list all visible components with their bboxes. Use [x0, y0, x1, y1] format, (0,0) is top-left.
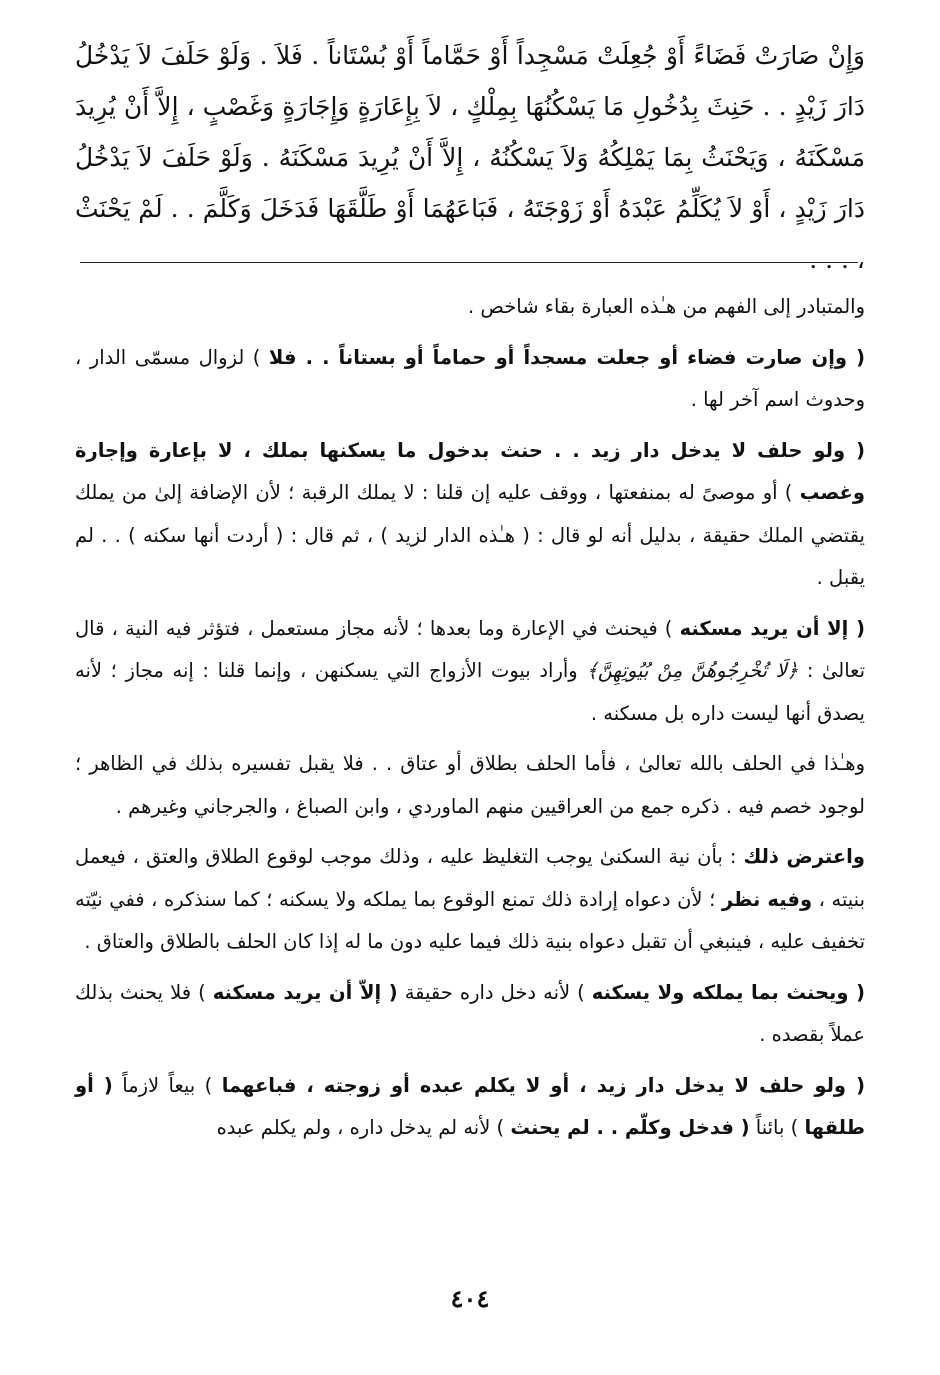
- commentary-text: ) لزوال مسمّى الدار ، وحدوث اسم آخر لها .: [75, 345, 865, 411]
- commentary-text-block: [75, 286, 865, 1158]
- commentary-text: ) فلا يحنث بذلك عملاً بقصده .: [75, 980, 865, 1046]
- section-divider: [80, 262, 858, 263]
- commentary-paragraph: [75, 1065, 865, 1150]
- quoted-matn-text: ( فدخل وكلّم . . لم يحنث: [510, 1116, 750, 1139]
- quoted-matn-text: ( إلا أن يريد مسكنه: [679, 616, 865, 640]
- commentary-paragraph: [75, 972, 865, 1057]
- commentary-text: ) أو موصىً له بمنفعتها ، ووقف عليه إن قلنا : لا يملك الرقبة ؛ لأن الإضافة إلىٰ من يملك يقتضي الملك حقيقة ، بدليل أنه لو قال : ( هـٰذه الدار لزيد ) ، ثم قال : ( أردت أنها سكنه ) . . لم يقبل .: [75, 481, 865, 589]
- quoted-matn-text: ( وإن صارت فضاء أو جعلت مسجداً أو حماماً أو بستاناً . . فلا: [268, 345, 865, 369]
- commentary-paragraph: [75, 608, 865, 736]
- matn-text-block: [75, 30, 865, 285]
- commentary-text: ) بيعاً لازماً: [112, 1073, 222, 1097]
- quran-verse: ﴿لَا تُخْرِجُوهُنَّ مِنْ بُيُوتِهِنَّ﴾: [586, 659, 799, 682]
- commentary-text: ؛ لأن دعواه إرادة ذلك تمنع الوقوع بما يملكه ولا يسكنه ؛ كما سنذكره ، ففي نيّته تخفيف عليه ، فينبغي أن تقبل دعواه بنية ذلك فيما عليه دون ما له إذا كان الحلف بالطلاق والعتاق .: [75, 887, 865, 953]
- commentary-paragraph: [75, 743, 865, 828]
- commentary-text: والمتبادر إلى الفهم من هـٰذه العبارة بقاء شاخص .: [467, 295, 865, 318]
- commentary-text: ) لأنه دخل داره حقيقة: [397, 980, 592, 1004]
- quoted-matn-text: ( أو طلقها: [75, 1073, 865, 1139]
- commentary-text: : بأن نية السكنىٰ يوجب التغليظ عليه ، وذلك موجب لوقوع الطلاق والعتق ، فيعمل بنيته ،: [75, 845, 865, 911]
- commentary-paragraph: [75, 286, 865, 329]
- commentary-paragraph: [75, 836, 865, 964]
- quoted-matn-text: ( ولو حلف لا يدخل دار زيد . . حنث بدخول ما يسكنها بملك ، لا بإعارة وإجارة وغصب: [75, 438, 865, 504]
- commentary-text: ) فيحنث في الإعارة وما بعدها ؛ لأنه مجاز مستعمل ، فتؤثر فيه النية ، قال تعالىٰ :: [75, 616, 866, 682]
- commentary-text: وهـٰذا في الحلف بالله تعالىٰ ، فأما الحلف بطلاق أو عتاق . . فلا يقبل تفسيره بذلك في الظاهر ؛ لوجود خصم فيه . ذكره جمع من العراقيين منهم الماوردي ، وابن الصباغ ، والجرجاني وغيرهم .: [75, 752, 865, 818]
- quoted-matn-text: ( إلاّ أن يريد مسكنه: [212, 980, 398, 1004]
- commentary-text: ) بائناً: [749, 1116, 805, 1139]
- quoted-matn-text: وفيه نظر: [721, 887, 813, 911]
- quoted-matn-text: واعترض ذلك: [743, 845, 865, 868]
- quoted-matn-text: ( ولو حلف لا يدخل دار زيد ، أو لا يكلم عبده أو زوجته ، فباعهما: [221, 1073, 865, 1097]
- matn-paragraph: وَإِنْ صَارَتْ فَضَاءً أَوْ جُعِلَتْ مَسْجِداً أَوْ حَمَّاماً أَوْ بُسْتَاناً . فَلاَ . وَلَوْ حَلَفَ لاَ يَدْخُلُ دَارَ زَيْدٍ . . حَنِثَ بِدُخُولِ مَا يَسْكُنُهَا بِمِلْكٍ ، لاَ بِإِعَارَةٍ وَإِجَارَةٍ وَغَصْبٍ ، إِلاَّ أَنْ يُرِيدَ مَسْكَنَهُ ، وَيَحْنَثُ بِمَا يَمْلِكُهُ وَلاَ يَسْكُنُهُ ، إِلاَّ أَنْ يُرِيدَ مَسْكَنَهُ . وَلَوْ حَلَفَ لاَ يَدْخُلُ دَارَ زَيْدٍ ، أَوْ لاَ يُكَلِّمُ عَبْدَهُ أَوْ زَوْجَتَهُ ، فَبَاعَهُمَا أَوْ طَلَّقَهَا فَدَخَلَ وَكَلَّمَ . . لَمْ يَحْنَثْ ، . . .: [75, 41, 865, 274]
- quoted-matn-text: ( ويحنث بما يملكه ولا يسكنه: [591, 980, 866, 1004]
- commentary-text: ) لأنه لم يدخل داره ، ولم يكلم عبده: [216, 1116, 511, 1139]
- commentary-paragraph: [75, 337, 865, 422]
- commentary-paragraph: [75, 430, 865, 600]
- page-number: ٤٠٤: [450, 1284, 490, 1313]
- commentary-text: وأراد بيوت الأزواج التي يسكنهن ، وإنما قلنا : إنه مجاز ؛ لأنه يصدق أنها ليست داره بل مسكنه .: [75, 659, 865, 725]
